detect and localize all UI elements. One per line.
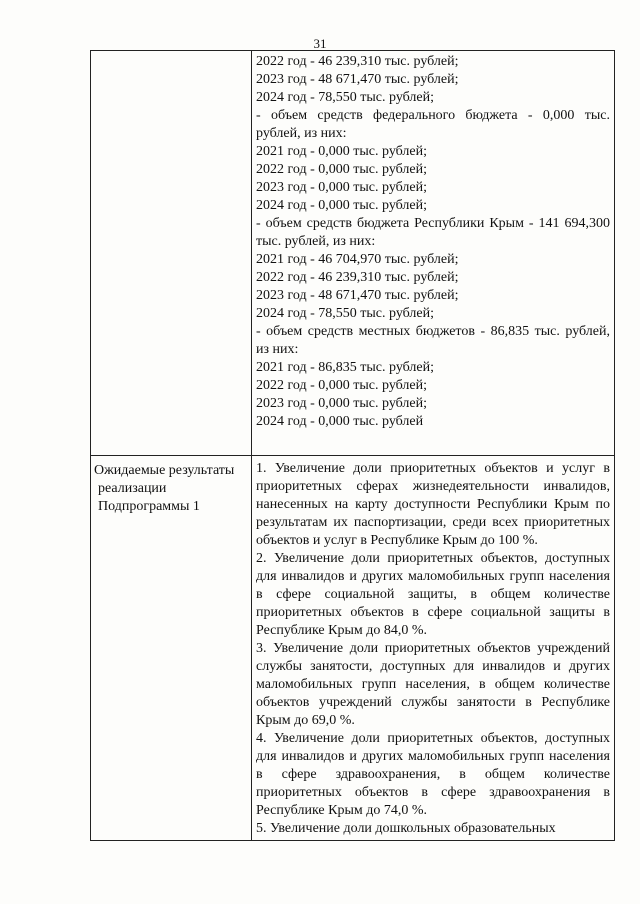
local-budget-intro: - объем средств местных бюджетов - 86,835 тыс. рублей, из них: (256, 324, 610, 357)
result-item: 1. Увеличение доли приоритетных объектов и услуг в приоритетных сферах жизнедеятельности инвалидов, нанесенных на карту доступности Республики Крым по результатам их паспортизации, среди всех приоритетных объектов и услуг в Республике Крым до 100 %. (256, 461, 610, 548)
republic-year-line: 2024 год - 78,550 тыс. рублей; (256, 306, 435, 321)
federal-budget-intro: - объем средств федерального бюджета - 0,000 тыс. рублей, из них: (256, 108, 610, 141)
expected-results-row (91, 456, 615, 841)
funding-line: 2022 год - 46 239,310 тыс. рублей; (256, 54, 459, 69)
federal-year-line: 2022 год - 0,000 тыс. рублей; (256, 162, 428, 177)
funding-label-cell (91, 51, 252, 456)
result-item: 5. Увеличение доли дошкольных образовательных (256, 821, 556, 836)
republic-budget-intro: - объем средств бюджета Республики Крым - 141 694,300 тыс. рублей, из них: (256, 216, 610, 249)
results-content-cell (252, 456, 615, 841)
results-label-cell (91, 456, 252, 841)
page-number: 31 (313, 36, 327, 51)
local-year-line: 2023 год - 0,000 тыс. рублей; (256, 396, 428, 411)
subprogram-passport-table (90, 50, 615, 841)
results-label-line: Подпрограммы 1 (98, 499, 200, 514)
funding-content-cell (252, 51, 615, 456)
result-item: 2. Увеличение доли приоритетных объектов, доступных для инвалидов и других маломобильных групп населения в сфере социальной защиты, в общем количестве приоритетных объектов в сфере социальной защиты в Республике Крым до 84,0 %. (256, 551, 610, 638)
republic-year-line: 2021 год - 46 704,970 тыс. рублей; (256, 252, 459, 267)
funding-row (91, 51, 615, 456)
federal-year-line: 2023 год - 0,000 тыс. рублей; (256, 180, 428, 195)
federal-year-line: 2024 год - 0,000 тыс. рублей; (256, 198, 428, 213)
local-year-line: 2022 год - 0,000 тыс. рублей; (256, 378, 428, 393)
result-item: 3. Увеличение доли приоритетных объектов учреждений службы занятости, доступных для инвалидов и других маломобильных групп населения, в общем количестве объектов учреждений службы занятости в Республике Крым до 69,0 %. (256, 641, 610, 728)
funding-line: 2024 год - 78,550 тыс. рублей; (256, 90, 435, 105)
local-year-line: 2021 год - 86,835 тыс. рублей; (256, 360, 435, 375)
local-year-line: 2024 год - 0,000 тыс. рублей (256, 414, 424, 429)
results-label-line: реализации (98, 481, 167, 496)
funding-line: 2023 год - 48 671,470 тыс. рублей; (256, 72, 459, 87)
result-item: 4. Увеличение доли приоритетных объектов, доступных для инвалидов и других маломобильных групп населения в сфере здравоохранения, в общем количестве приоритетных объектов в сфере здравоохранения в Республике Крым до 74,0 %. (256, 731, 610, 818)
results-label-line: Ожидаемые результаты (94, 463, 235, 478)
republic-year-line: 2023 год - 48 671,470 тыс. рублей; (256, 288, 459, 303)
republic-year-line: 2022 год - 46 239,310 тыс. рублей; (256, 270, 459, 285)
federal-year-line: 2021 год - 0,000 тыс. рублей; (256, 144, 428, 159)
